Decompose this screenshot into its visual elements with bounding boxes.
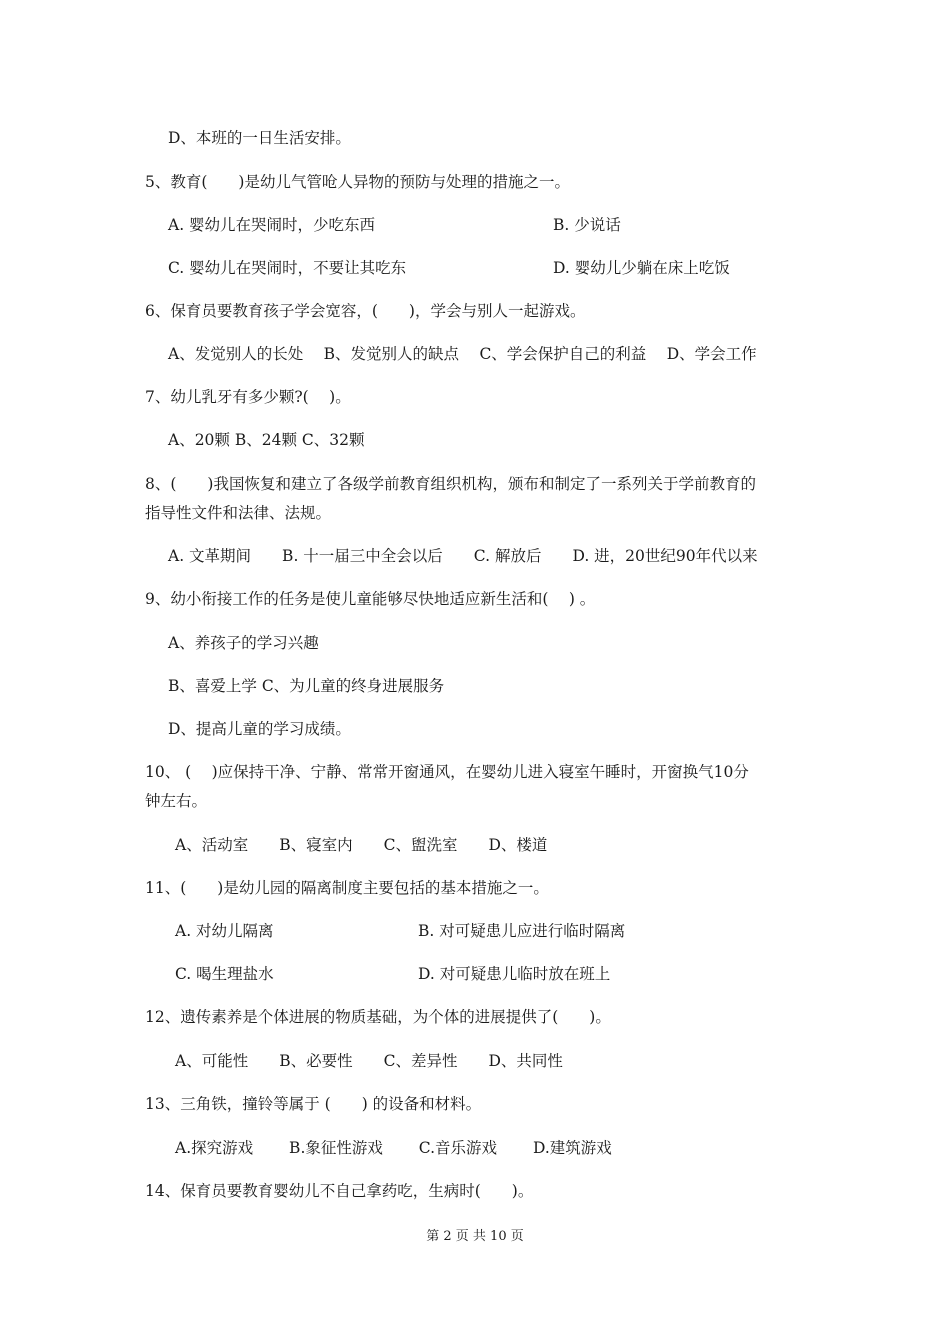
q5-option-b: B. 少说话: [553, 216, 621, 234]
q11-option-b: B. 对可疑患儿应进行临时隔离: [418, 922, 626, 940]
q8-options: A. 文革期间 B. 十一届三中全会以后 C. 解放后 D. 进，20世纪90年代以来: [168, 547, 758, 565]
q6-stem: 6、保育员要教育孩子学会宽容，( )，学会与别人一起游戏。: [145, 302, 586, 320]
q11-stem: 11、( )是幼儿园的隔离制度主要包括的基本措施之一。: [145, 879, 549, 897]
q8-stem-line1: 8、( )我国恢复和建立了各级学前教育组织机构，颁布和制定了一系列关于学前教育的: [145, 475, 756, 493]
q6-options: A、发觉别人的长处 B、发觉别人的缺点 C、学会保护自己的利益 D、学会工作: [168, 345, 757, 363]
q5-option-a: A. 婴幼儿在哭闹时，少吃东西: [168, 216, 376, 234]
q14-stem: 14、保育员要教育婴幼儿不自己拿药吃，生病时( )。: [145, 1182, 534, 1200]
q9-stem: 9、幼小衔接工作的任务是使儿童能够尽快地适应新生活和( ) 。: [145, 590, 596, 608]
page-footer: 第 2 页 共 10 页: [426, 1229, 524, 1244]
q7-options: A、20颗 B、24颗 C、32颗: [168, 431, 365, 449]
q12-options: A、可能性 B、必要性 C、差异性 D、共同性: [175, 1052, 563, 1070]
q7-stem: 7、幼儿乳牙有多少颗?( )。: [145, 388, 351, 406]
q5-option-d: D. 婴幼儿少躺在床上吃饭: [553, 259, 730, 277]
q8-stem-line2: 指导性文件和法律、法规。: [145, 504, 332, 522]
q10-options: A、活动室 B、寝室内 C、盥洗室 D、楼道: [175, 836, 548, 854]
q11-option-a: A. 对幼儿隔离: [175, 922, 274, 940]
q9-option-d: D、提高儿童的学习成绩。: [168, 720, 351, 738]
q4-option-d: D、本班的一日生活安排。: [168, 129, 351, 147]
q10-stem-line1: 10、 ( )应保持干净、宁静、常常开窗通风，在婴幼儿进入寝室午睡时，开窗换气10分: [145, 763, 749, 781]
q11-option-d: D. 对可疑患儿临时放在班上: [418, 965, 611, 983]
q9-option-a: A、养孩子的学习兴趣: [168, 634, 319, 652]
q13-options: A.探究游戏 B.象征性游戏 C.音乐游戏 D.建筑游戏: [175, 1139, 612, 1157]
q9-option-bc: B、喜爱上学 C、为儿童的终身进展服务: [168, 677, 445, 695]
q13-stem: 13、三角铁，撞铃等属于 ( ) 的设备和材料。: [145, 1095, 482, 1113]
q12-stem: 12、遗传素养是个体进展的物质基础，为个体的进展提供了( )。: [145, 1008, 611, 1026]
q10-stem-line2: 钟左右。: [145, 792, 208, 810]
q5-option-c: C. 婴幼儿在哭闹时，不要让其吃东: [168, 259, 407, 277]
q11-option-c: C. 喝生理盐水: [175, 965, 274, 983]
q5-stem: 5、教育( )是幼儿气管呛人异物的预防与处理的措施之一。: [145, 173, 570, 191]
